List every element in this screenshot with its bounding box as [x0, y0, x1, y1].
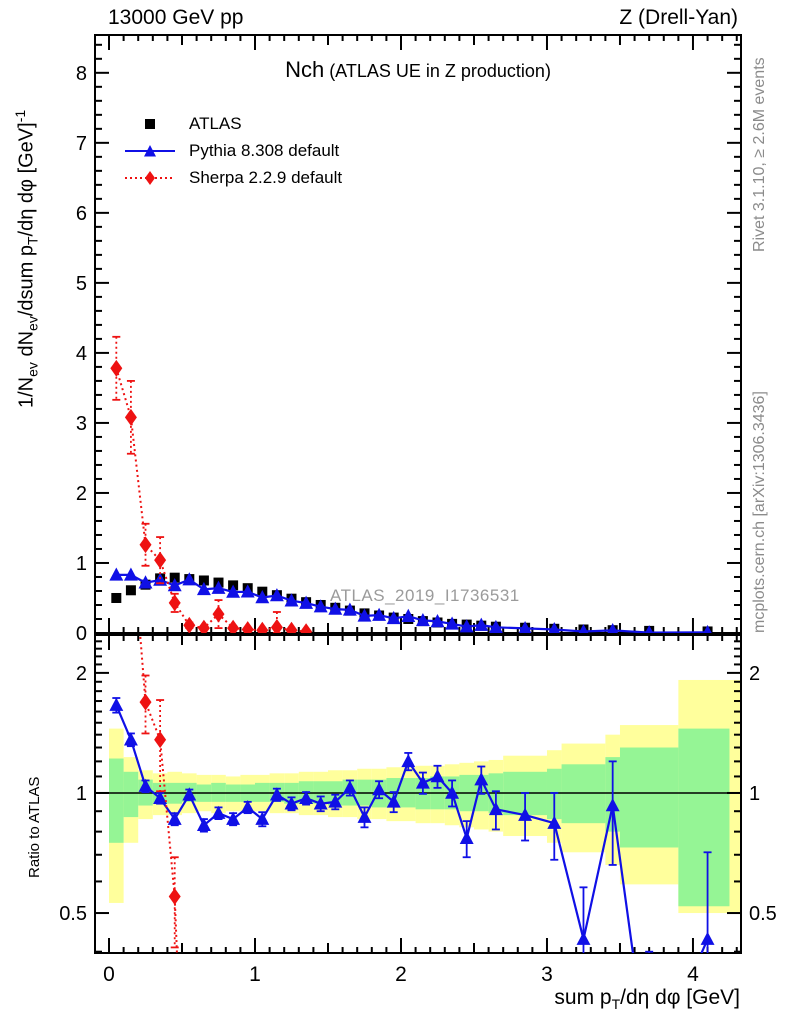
- legend-row-pythia: [125, 137, 342, 164]
- tick-label: 3: [75, 412, 87, 435]
- tick-label: 1: [749, 782, 761, 805]
- mcplots-reference-note: mcplots.cern.ch [arXiv:1306.3436]: [751, 391, 768, 633]
- x-axis-title: sum $p_T/d\eta$ dφ [GeV]: [554, 986, 740, 1013]
- diamond-marker: [213, 606, 225, 623]
- observable-name: Nch: [285, 57, 325, 82]
- atlas-legend-marker-icon: [125, 116, 175, 132]
- tick-label: 0: [75, 623, 87, 645]
- legend-row-atlas: [125, 110, 342, 137]
- triangle-marker: [401, 754, 415, 767]
- tick-label: 5: [75, 272, 87, 295]
- analysis-id-watermark: ATLAS_2019_I1736531: [330, 586, 520, 605]
- ratio-y-axis-title: Ratio to ATLAS: [26, 776, 43, 878]
- tick-label: 2: [75, 662, 87, 685]
- tick-label: 1: [249, 963, 261, 986]
- tick-label: 6: [75, 202, 87, 225]
- main-y-axis-title: $1/N_{ev}$ $dN_{ev}$/dsum $p_T/d\eta$ dφ [GeV]$^{-1}$: [12, 109, 41, 408]
- pythia-legend-marker-icon: [125, 143, 175, 159]
- square-marker: [111, 593, 121, 603]
- diamond-marker: [154, 552, 166, 569]
- legend: [125, 110, 342, 191]
- diamond-marker: [256, 622, 268, 639]
- diamond-marker: [140, 536, 152, 553]
- legend-label-atlas: ATLAS: [189, 113, 242, 133]
- tick-label: 0.5: [59, 903, 87, 926]
- tick-label: 2: [395, 963, 407, 986]
- diamond-marker: [169, 594, 181, 611]
- triangle-marker: [124, 732, 138, 745]
- tick-label: 1: [75, 782, 87, 805]
- legend-label-sherpa: Sherpa 2.2.9 default: [189, 167, 343, 187]
- analysis-descriptor: (ATLAS UE in Z production): [324, 61, 551, 81]
- tick-label: 7: [75, 132, 87, 155]
- diamond-marker: [140, 694, 152, 711]
- tick-label: 3: [541, 963, 553, 986]
- triangle-marker: [255, 812, 269, 825]
- sherpa-legend-marker-icon: [125, 170, 175, 186]
- diamond-marker: [169, 888, 181, 905]
- tick-label: 8: [75, 62, 87, 85]
- square-marker: [126, 585, 136, 595]
- diamond-marker: [110, 360, 122, 377]
- tick-label: 1: [75, 552, 87, 575]
- ratio-uncertainty-bands: [109, 680, 741, 913]
- triangle-marker: [460, 831, 474, 844]
- diamond-marker: [125, 409, 137, 426]
- triangle-marker: [577, 932, 591, 945]
- rivet-version-note: Rivet 3.1.10, ≥ 2.6M events: [751, 57, 768, 252]
- plot-title: [95, 57, 741, 83]
- legend-row-sherpa: [125, 164, 342, 191]
- tick-label: 4: [75, 342, 87, 365]
- tick-label: 0.5: [749, 903, 777, 926]
- beam-energy-label: 13000 GeV pp: [108, 6, 244, 29]
- triangle-marker: [109, 698, 123, 711]
- tick-label: 0: [103, 963, 115, 986]
- tick-label: 2: [749, 662, 761, 685]
- diamond-marker: [154, 731, 166, 748]
- legend-label-pythia: Pythia 8.308 default: [189, 140, 340, 160]
- tick-label: 2: [75, 482, 87, 505]
- tick-label: 4: [687, 963, 699, 986]
- process-label: Z (Drell-Yan): [619, 6, 738, 29]
- diamond-marker: [286, 622, 298, 639]
- triangle-marker: [701, 932, 715, 945]
- diamond-marker: [300, 623, 312, 640]
